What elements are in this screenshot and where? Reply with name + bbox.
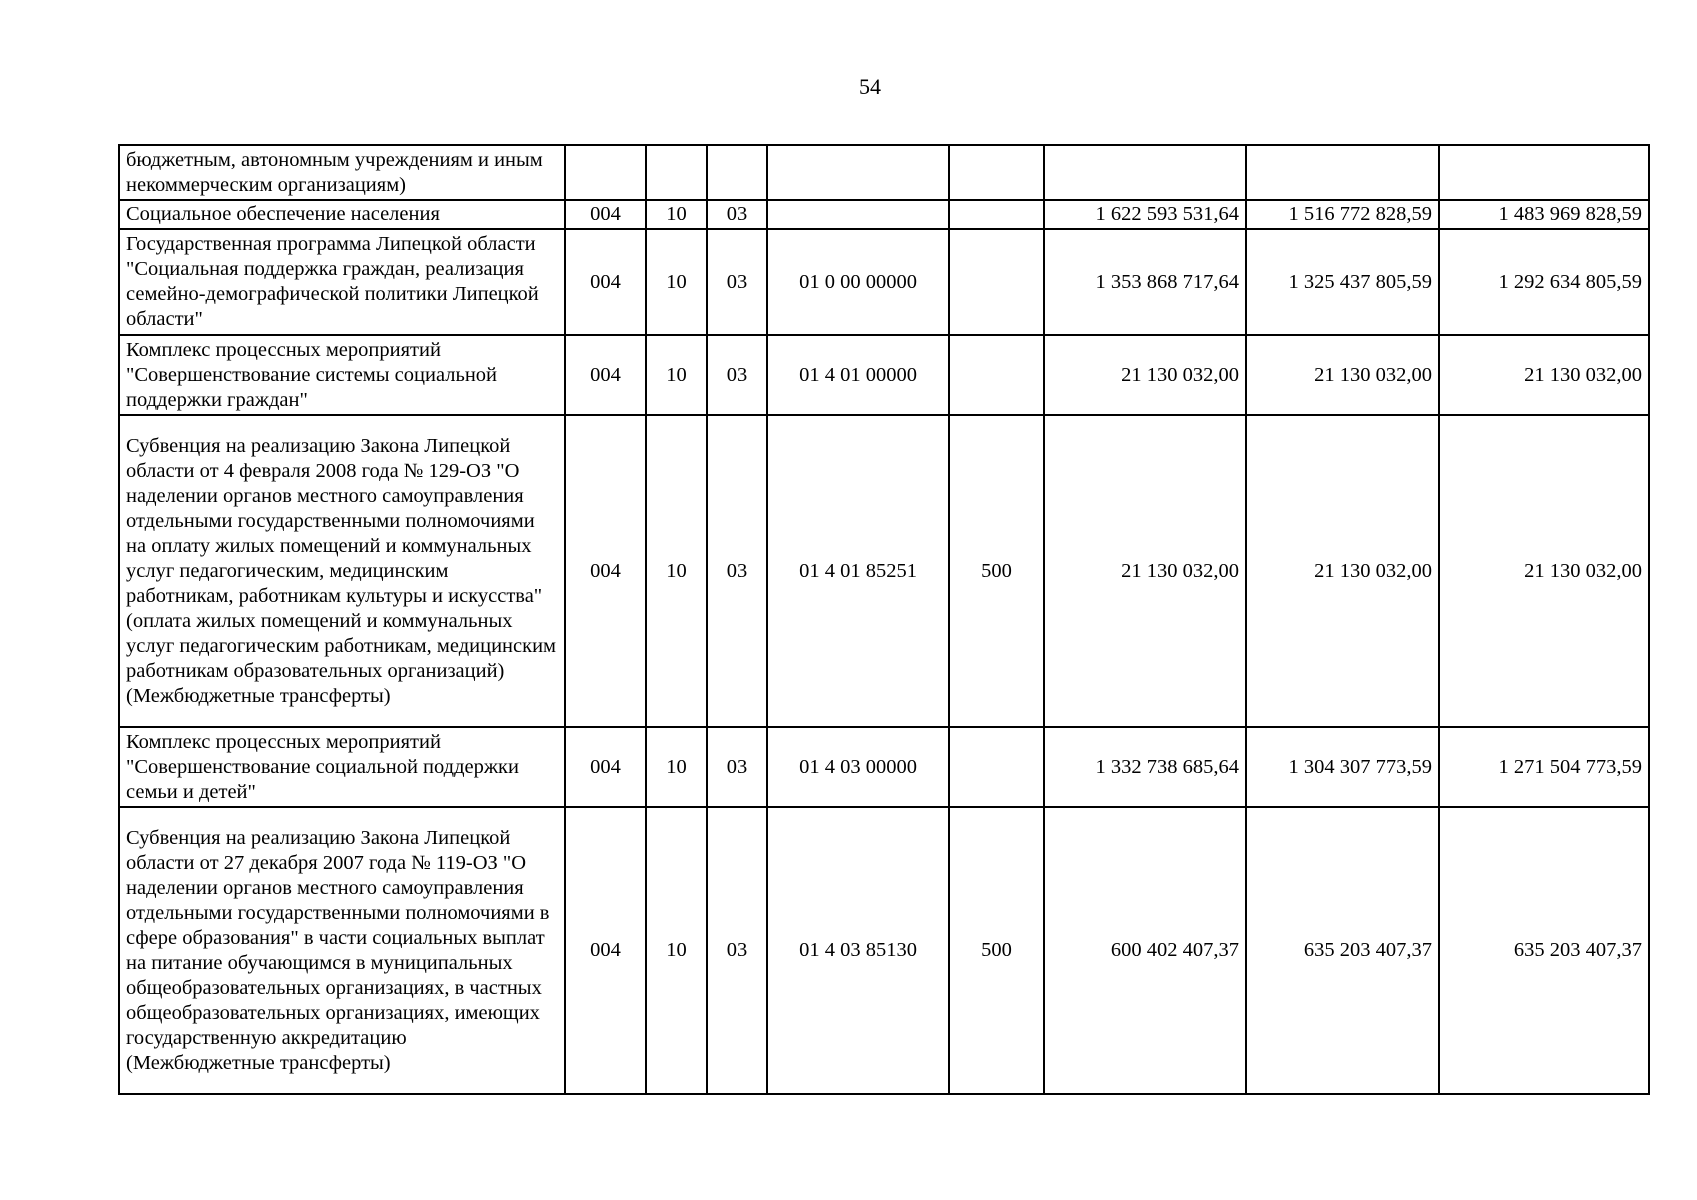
cell-sum-year1: 1 622 593 531,64 [1044, 200, 1246, 229]
page-number: 54 [859, 74, 881, 99]
table-row [119, 200, 1649, 229]
row-description: Субвенция на реализацию Закона Липецкой области от 27 декабря 2007 года № 119-ОЗ "О наделении органов местного самоуправления отдельными государственными полномочиями в сфере образования" в части социальных выплат на питание обучающимся в муниципальных общеобразовательных организациях, в частных общеобразовательных организациях, имеющих государственную аккредитацию (Межбюджетные трансферты) [119, 807, 565, 1094]
row-description: Государственная программа Липецкой области "Социальная поддержка граждан, реализация семейно-демографической политики Липецкой области" [119, 229, 565, 335]
cell-sum-year3: 21 130 032,00 [1439, 335, 1649, 415]
cell-section: 10 [646, 727, 707, 807]
cell-expense-type: 500 [949, 415, 1044, 727]
cell-grbs: 004 [565, 229, 646, 335]
cell-grbs: 004 [565, 807, 646, 1094]
cell-section: 10 [646, 807, 707, 1094]
cell-grbs: 004 [565, 335, 646, 415]
cell-sum-year3 [1439, 145, 1649, 200]
cell-sum-year1: 21 130 032,00 [1044, 415, 1246, 727]
cell-sum-year2: 1 516 772 828,59 [1246, 200, 1439, 229]
row-description: бюджетным, автономным учреждениям и иным некоммерческим организациям) [119, 145, 565, 200]
cell-sum-year3: 635 203 407,37 [1439, 807, 1649, 1094]
cell-target-article: 01 0 00 00000 [767, 229, 949, 335]
row-description: Комплекс процессных мероприятий "Совершенствование социальной поддержки семьи и детей" [119, 727, 565, 807]
cell-subsection: 03 [707, 727, 767, 807]
cell-target-article [767, 200, 949, 229]
row-description: Субвенция на реализацию Закона Липецкой области от 4 февраля 2008 года № 129-ОЗ "О наделении органов местного самоуправления отдельными государственными полномочиями на оплату жилых помещений и коммунальных услуг педагогическим, медицинским работникам, работникам культуры и искусства" (оплата жилых помещений и коммунальных услуг педагогическим работникам, медицинским работникам образовательных организаций) (Межбюджетные трансферты) [119, 415, 565, 727]
table-row [119, 145, 1649, 200]
cell-sum-year3: 1 292 634 805,59 [1439, 229, 1649, 335]
cell-sum-year3: 1 483 969 828,59 [1439, 200, 1649, 229]
cell-target-article: 01 4 01 00000 [767, 335, 949, 415]
cell-subsection: 03 [707, 807, 767, 1094]
cell-sum-year2: 1 325 437 805,59 [1246, 229, 1439, 335]
cell-section: 10 [646, 229, 707, 335]
cell-sum-year2: 1 304 307 773,59 [1246, 727, 1439, 807]
cell-subsection: 03 [707, 200, 767, 229]
cell-sum-year3: 21 130 032,00 [1439, 415, 1649, 727]
cell-target-article [767, 145, 949, 200]
cell-subsection: 03 [707, 335, 767, 415]
cell-target-article: 01 4 03 85130 [767, 807, 949, 1094]
cell-target-article: 01 4 01 85251 [767, 415, 949, 727]
row-description: Социальное обеспечение населения [119, 200, 565, 229]
cell-expense-type [949, 145, 1044, 200]
table-row [119, 807, 1649, 1094]
cell-sum-year2: 21 130 032,00 [1246, 335, 1439, 415]
cell-sum-year2 [1246, 145, 1439, 200]
cell-subsection [707, 145, 767, 200]
cell-expense-type [949, 229, 1044, 335]
cell-sum-year1: 600 402 407,37 [1044, 807, 1246, 1094]
cell-sum-year2: 635 203 407,37 [1246, 807, 1439, 1094]
table-row [119, 335, 1649, 415]
cell-expense-type [949, 200, 1044, 229]
cell-subsection: 03 [707, 415, 767, 727]
cell-sum-year1: 1 332 738 685,64 [1044, 727, 1246, 807]
table-row [119, 415, 1649, 727]
cell-section [646, 145, 707, 200]
cell-section: 10 [646, 335, 707, 415]
cell-grbs: 004 [565, 415, 646, 727]
cell-subsection: 03 [707, 229, 767, 335]
cell-sum-year3: 1 271 504 773,59 [1439, 727, 1649, 807]
cell-target-article: 01 4 03 00000 [767, 727, 949, 807]
cell-sum-year2: 21 130 032,00 [1246, 415, 1439, 727]
cell-sum-year1: 1 353 868 717,64 [1044, 229, 1246, 335]
table-row [119, 727, 1649, 807]
cell-expense-type: 500 [949, 807, 1044, 1094]
cell-grbs: 004 [565, 200, 646, 229]
cell-grbs [565, 145, 646, 200]
row-description: Комплекс процессных мероприятий "Совершенствование системы социальной поддержки граждан" [119, 335, 565, 415]
cell-section: 10 [646, 200, 707, 229]
cell-grbs: 004 [565, 727, 646, 807]
cell-section: 10 [646, 415, 707, 727]
budget-table [118, 144, 1650, 1095]
cell-sum-year1 [1044, 145, 1246, 200]
cell-sum-year1: 21 130 032,00 [1044, 335, 1246, 415]
cell-expense-type [949, 335, 1044, 415]
cell-expense-type [949, 727, 1044, 807]
table-row [119, 229, 1649, 335]
